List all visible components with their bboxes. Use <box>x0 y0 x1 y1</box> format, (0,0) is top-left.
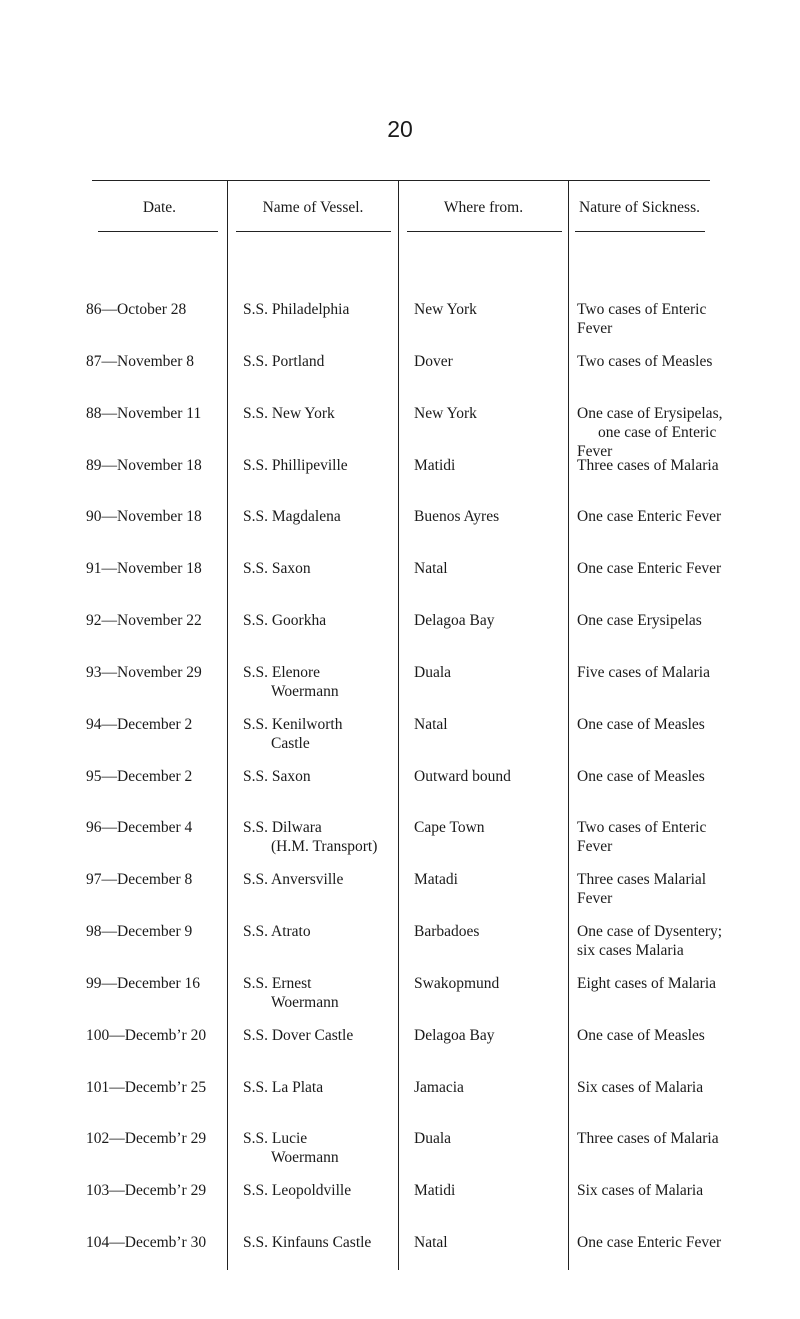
row-vessel: S.S. Ernest <box>243 975 312 992</box>
row-vessel: S.S. Saxon <box>243 768 311 785</box>
column-divider <box>568 180 569 1270</box>
row-vessel: S.S. La Plata <box>243 1079 324 1096</box>
row-sickness: Fever <box>577 838 613 855</box>
header-underline <box>575 231 705 232</box>
row-vessel: S.S. Dilwara <box>243 819 322 836</box>
row-sickness: Fever <box>577 890 613 907</box>
row-sickness: One case Erysipelas <box>577 612 702 629</box>
header-underline <box>407 231 562 232</box>
row-where-from: Buenos Ayres <box>414 508 500 525</box>
row-where-from: Duala <box>414 1130 452 1147</box>
row-where-from: Matidi <box>414 1182 456 1199</box>
row-where-from: Dover <box>414 353 453 370</box>
header-underline <box>236 231 391 232</box>
row-where-from: Matidi <box>414 457 456 474</box>
column-divider <box>398 180 399 1270</box>
row-where-from: Duala <box>414 664 452 681</box>
header-underline <box>98 231 218 232</box>
column-divider <box>227 180 228 1270</box>
header-vessel: Name of Vessel. <box>262 199 364 216</box>
header-sickness: Nature of Sickness. <box>579 199 700 216</box>
row-vessel: S.S. Atrato <box>243 923 311 940</box>
row-where-from: Natal <box>414 716 448 733</box>
row-vessel: S.S. Phillipeville <box>243 457 348 474</box>
row-where-from: Matadi <box>414 871 458 888</box>
row-sickness: One case of Dysentery; <box>577 923 723 940</box>
row-date: 98—December 9 <box>86 923 193 940</box>
row-where-from: Swakopmund <box>414 975 500 992</box>
row-date: 89—November 18 <box>86 457 202 474</box>
row-where-from: Delagoa Bay <box>414 1027 495 1044</box>
row-sickness: One case of Measles <box>577 768 705 785</box>
row-where-from: Cape Town <box>414 819 485 836</box>
row-where-from: Delagoa Bay <box>414 612 495 629</box>
row-vessel: Castle <box>271 735 310 752</box>
row-sickness: Fever <box>577 320 613 337</box>
row-date: 88—November 11 <box>86 405 202 422</box>
row-sickness: Five cases of Malaria <box>577 664 710 681</box>
row-date: 104—Decemb’r 30 <box>86 1234 207 1251</box>
row-vessel: S.S. Saxon <box>243 560 311 577</box>
row-sickness: Three cases of Malaria <box>577 457 719 474</box>
row-vessel: S.S. Magdalena <box>243 508 341 525</box>
row-sickness: Three cases Malarial <box>577 871 707 888</box>
row-where-from: Outward bound <box>414 768 511 785</box>
row-vessel: S.S. Anversville <box>243 871 344 888</box>
row-date: 96—December 4 <box>86 819 193 836</box>
header-date: Date. <box>142 199 177 216</box>
page-number: 20 <box>387 116 413 142</box>
row-date: 102—Decemb’r 29 <box>86 1130 207 1147</box>
row-vessel: S.S. Leopoldville <box>243 1182 352 1199</box>
row-date: 95—December 2 <box>86 768 193 785</box>
row-vessel: S.S. Kenilworth <box>243 716 343 733</box>
row-sickness: One case of Measles <box>577 716 705 733</box>
row-vessel: S.S. Portland <box>243 353 325 370</box>
row-date: 92—November 22 <box>86 612 202 629</box>
row-vessel: S.S. Goorkha <box>243 612 327 629</box>
row-date: 99—December 16 <box>86 975 201 992</box>
row-vessel: S.S. Philadelphia <box>243 301 350 318</box>
row-sickness: one case of Enteric <box>598 424 717 441</box>
row-sickness: Two cases of Measles <box>577 353 713 370</box>
row-vessel: S.S. Lucie <box>243 1130 308 1147</box>
row-where-from: Barbadoes <box>414 923 480 940</box>
row-vessel: S.S. New York <box>243 405 335 422</box>
row-date: 91—November 18 <box>86 560 202 577</box>
row-sickness: One case Enteric Fever <box>577 560 722 577</box>
row-vessel: S.S. Dover Castle <box>243 1027 354 1044</box>
row-sickness: Eight cases of Malaria <box>577 975 717 992</box>
row-sickness: One case of Erysipelas, <box>577 405 723 422</box>
row-vessel: S.S. Elenore <box>243 664 321 681</box>
row-date: 87—November 8 <box>86 353 195 370</box>
row-sickness: One case Enteric Fever <box>577 508 722 525</box>
row-sickness: Six cases of Malaria <box>577 1079 704 1096</box>
row-sickness: Six cases of Malaria <box>577 1182 704 1199</box>
header-where-from: Where from. <box>443 199 524 216</box>
row-sickness: One case of Measles <box>577 1027 705 1044</box>
row-sickness: Two cases of Enteric <box>577 819 707 836</box>
row-where-from: New York <box>414 405 477 422</box>
row-sickness: six cases Malaria <box>577 942 684 959</box>
row-vessel: Woermann <box>271 994 339 1011</box>
row-where-from: Jamacia <box>414 1079 464 1096</box>
row-vessel: (H.M. Transport) <box>271 838 378 855</box>
row-date: 103—Decemb’r 29 <box>86 1182 207 1199</box>
row-vessel: Woermann <box>271 1149 339 1166</box>
row-date: 101—Decemb’r 25 <box>86 1079 207 1096</box>
row-where-from: New York <box>414 301 477 318</box>
row-where-from: Natal <box>414 560 448 577</box>
row-sickness: One case Enteric Fever <box>577 1234 722 1251</box>
row-vessel: S.S. Kinfauns Castle <box>243 1234 372 1251</box>
row-sickness: Two cases of Enteric <box>577 301 707 318</box>
row-date: 97—December 8 <box>86 871 193 888</box>
row-where-from: Natal <box>414 1234 448 1251</box>
row-date: 86—October 28 <box>86 301 187 318</box>
row-date: 94—December 2 <box>86 716 193 733</box>
row-vessel: Woermann <box>271 683 339 700</box>
row-date: 93—November 29 <box>86 664 202 681</box>
table-top-rule <box>92 180 710 181</box>
row-sickness: Fever <box>577 443 613 460</box>
row-date: 90—November 18 <box>86 508 202 525</box>
row-date: 100—Decemb’r 20 <box>86 1027 207 1044</box>
row-sickness: Three cases of Malaria <box>577 1130 719 1147</box>
